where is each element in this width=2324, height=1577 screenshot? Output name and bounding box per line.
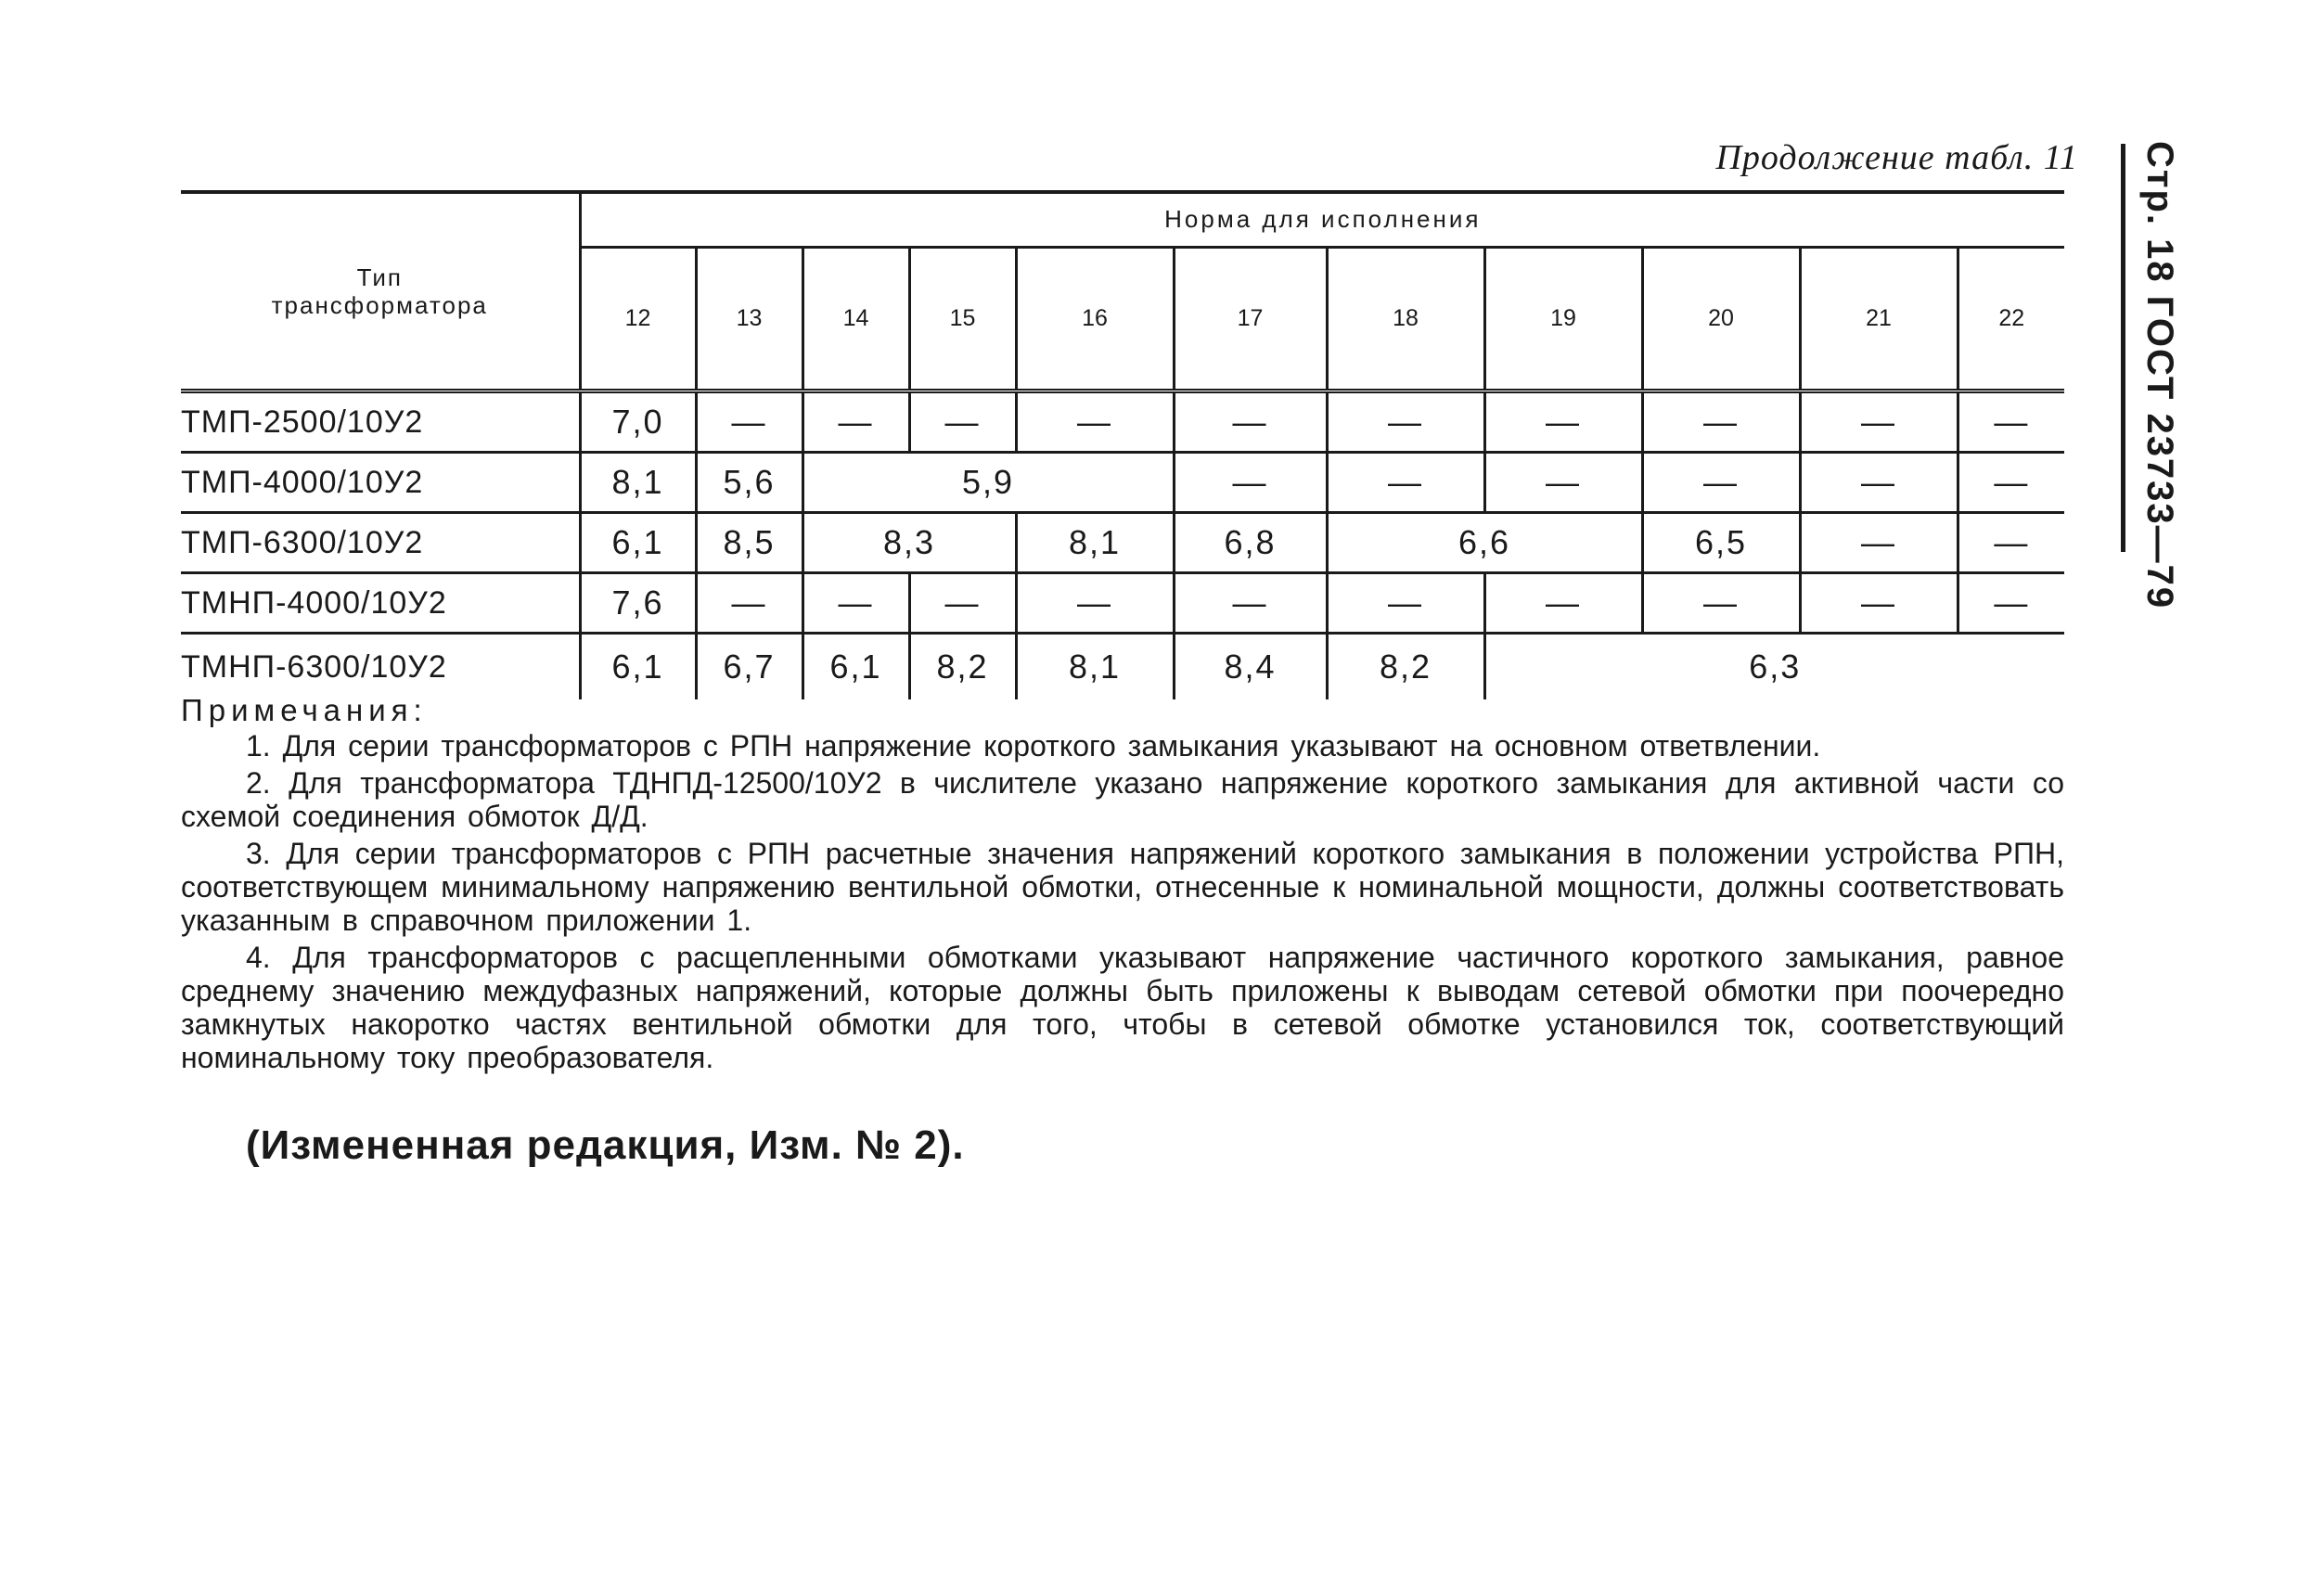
norm-value-cell: 6,7 — [696, 634, 802, 700]
norm-value-cell: — — [696, 573, 802, 634]
column-header: 18 — [1327, 247, 1484, 391]
column-header: 17 — [1174, 247, 1327, 391]
type-header-line-1: Тип — [356, 263, 403, 291]
norm-value-cell: — — [1958, 453, 2064, 513]
notes-title: Примечания: — [181, 693, 428, 727]
norm-value-cell: — — [1800, 391, 1958, 453]
norm-value-cell: 7,0 — [580, 391, 696, 453]
note-3: 3. Для серии трансформаторов с РПН расчетные значения напряжений короткого замыкания в положении устройства РПН, соответствующем минимальному напряжению вентильной обмотки, отнесенные к номинальной мощности, должны соответствовать указанным в справочном приложении 1. — [181, 837, 2064, 937]
column-header: 16 — [1016, 247, 1174, 391]
column-header: 21 — [1800, 247, 1958, 391]
norm-value-cell: — — [1016, 573, 1174, 634]
norm-value-cell: 8,1 — [1016, 513, 1174, 573]
norm-value-cell: — — [1958, 391, 2064, 453]
side-rule — [2121, 144, 2125, 552]
norm-value-cell: — — [1327, 453, 1484, 513]
norm-value-cell: — — [1174, 391, 1327, 453]
norm-value-cell: — — [1174, 453, 1327, 513]
note-2: 2. Для трансформатора ТДНПД-12500/10У2 в числителе указано напряжение короткого замыкания для активной части со схемой соединения обмоток Д/Д. — [181, 766, 2064, 833]
norm-value-cell: 6,5 — [1642, 513, 1800, 573]
column-header: 12 — [580, 247, 696, 391]
norm-value-cell: 6,3 — [1484, 634, 2064, 700]
norm-value-cell: — — [1484, 453, 1642, 513]
norm-value-cell: — — [1958, 513, 2064, 573]
transformer-type-cell: ТМП-2500/10У2 — [181, 391, 580, 453]
table-caption: Продолжение табл. 11 — [1715, 138, 2078, 177]
norm-value-cell: — — [1016, 391, 1174, 453]
norms-table-body — [181, 391, 2064, 700]
norm-value-cell: — — [802, 391, 909, 453]
norm-value-cell: 5,6 — [696, 453, 802, 513]
norm-group-header: Норма для исполнения — [580, 192, 2064, 247]
norm-value-cell: — — [696, 391, 802, 453]
norm-value-cell: 8,1 — [580, 453, 696, 513]
norm-value-cell: 7,6 — [580, 573, 696, 634]
norm-value-cell: — — [1642, 453, 1800, 513]
norm-value-cell: 5,9 — [802, 453, 1174, 513]
norm-value-cell: 8,1 — [1016, 634, 1174, 700]
norm-value-cell: — — [1800, 453, 1958, 513]
column-header: 19 — [1484, 247, 1642, 391]
norm-value-cell: — — [1958, 573, 2064, 634]
table-row — [181, 391, 2064, 453]
column-header: 14 — [802, 247, 909, 391]
norms-table — [181, 190, 2064, 699]
norm-value-cell: 8,2 — [1327, 634, 1484, 700]
norm-value-cell: — — [1484, 391, 1642, 453]
norm-value-cell: — — [1800, 573, 1958, 634]
norm-value-cell: — — [1484, 573, 1642, 634]
norm-value-cell: 6,8 — [1174, 513, 1327, 573]
column-header: 15 — [909, 247, 1016, 391]
table-row — [181, 573, 2064, 634]
transformer-type-cell: ТМНП-4000/10У2 — [181, 573, 580, 634]
transformer-type-cell: ТМНП-6300/10У2 — [181, 634, 580, 700]
note-1: 1. Для серии трансформаторов с РПН напряжение короткого замыкания указывают на основном ответвлении. — [246, 729, 1821, 763]
type-header — [181, 192, 580, 391]
norm-value-cell: 8,3 — [802, 513, 1016, 573]
norm-value-cell: 6,1 — [580, 513, 696, 573]
column-header: 13 — [696, 247, 802, 391]
norm-value-cell: 8,5 — [696, 513, 802, 573]
norm-value-cell: 6,1 — [611, 647, 664, 686]
transformer-type-cell: ТМП-6300/10У2 — [181, 513, 580, 573]
norm-value-cell: — — [802, 573, 909, 634]
norm-value-cell: — — [1327, 391, 1484, 453]
norm-value-cell: 6,1 — [802, 634, 909, 700]
notes-section — [181, 694, 2064, 1078]
norms-table-wrap — [181, 190, 2064, 699]
norm-value-cell: — — [909, 573, 1016, 634]
table-row — [181, 513, 2064, 573]
page-standard-label: Стр. 18 ГОСТ 23733—79 — [2139, 141, 2180, 610]
table-row — [181, 634, 2064, 700]
note-4: 4. Для трансформаторов с расщепленными обмотками указывают напряжение частичного короткого замыкания, равное среднему значению междуфазных напряжений, которые должны быть приложены к выводам сетевой обмотки при поочередно замкнутых накоротко частях вентильной обмотки для того, чтобы в сетевой обмотке установился ток, соответствующий номинальному току преобразователя. — [181, 941, 2064, 1074]
norm-value-cell: — — [909, 391, 1016, 453]
column-header: 22 — [1958, 247, 2064, 391]
norm-value-cell: 6,6 — [1327, 513, 1642, 573]
type-header-line-2: трансформатора — [271, 291, 488, 319]
norm-value-cell: 8,2 — [909, 634, 1016, 700]
norm-value-cell: — — [1327, 573, 1484, 634]
norm-value-cell: — — [1174, 573, 1327, 634]
norm-value-cell: — — [1800, 513, 1958, 573]
side-header — [2132, 141, 2188, 610]
norm-value-cell: — — [1642, 573, 1800, 634]
table-row — [181, 453, 2064, 513]
norm-value-cell: 8,4 — [1174, 634, 1327, 700]
amendment-note: (Измененная редакция, Изм. № 2). — [246, 1122, 965, 1168]
column-header: 20 — [1642, 247, 1800, 391]
norm-value-cell: — — [1642, 391, 1800, 453]
transformer-type-cell: ТМП-4000/10У2 — [181, 453, 580, 513]
